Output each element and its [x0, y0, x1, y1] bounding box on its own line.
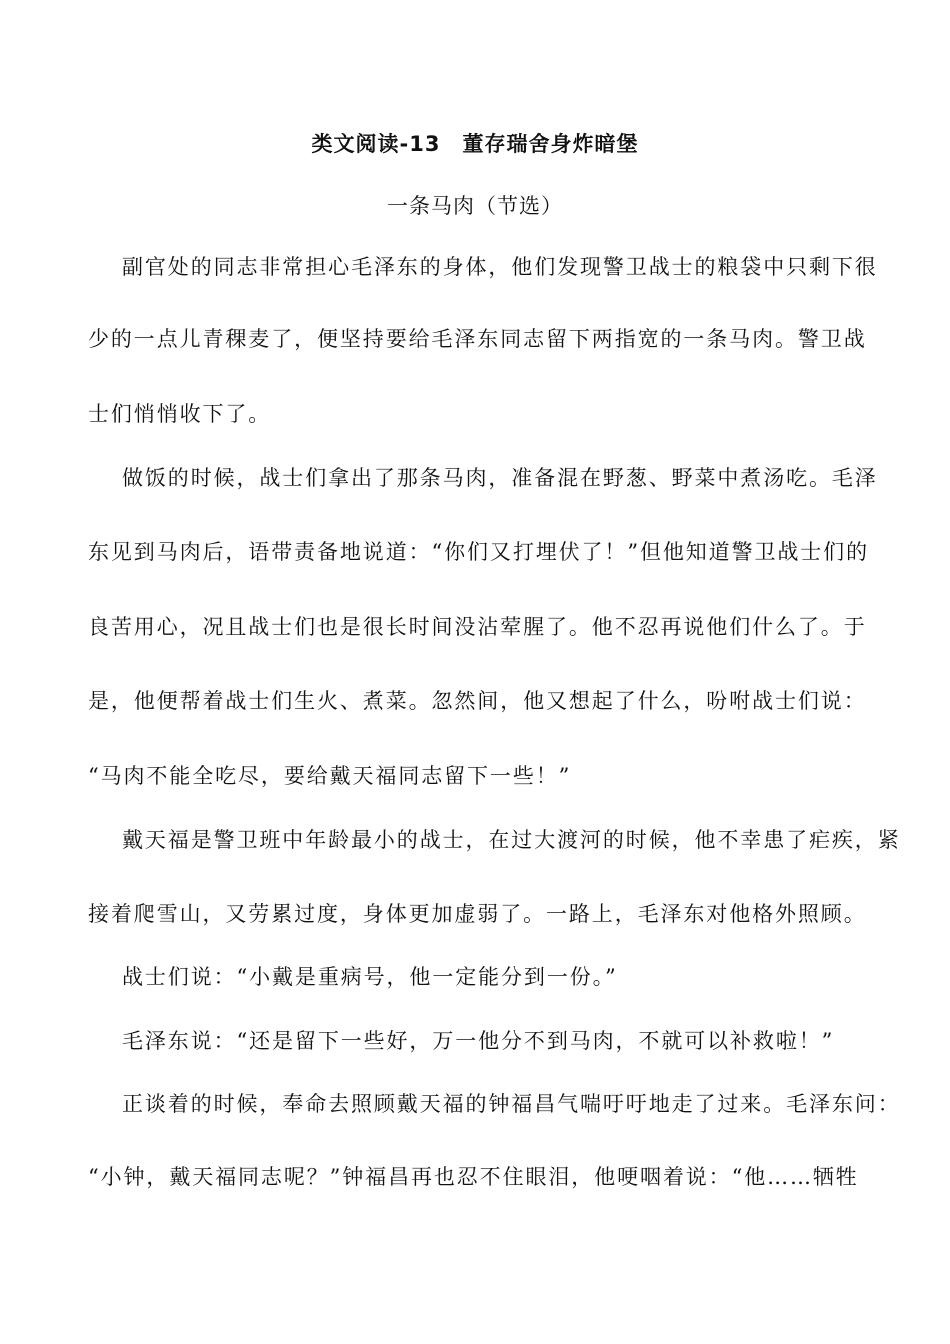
paragraph-3-line-2: 接着爬雪山，又劳累过度，身体更加虚弱了。一路上，毛泽东对他格外照顾。	[88, 902, 867, 926]
paragraph-4-line-1: 战士们说：“小戴是重病号，他一定能分到一份。”	[122, 965, 618, 989]
paragraph-1-line-1: 副官处的同志非常担心毛泽东的身体，他们发现警卫战士的粮袋中只剩下很	[122, 255, 878, 279]
paragraph-1-line-3: 士们悄悄收下了。	[88, 402, 272, 426]
paragraph-6-line-2: “小钟，戴天福同志呢？”钟福昌再也忍不住眼泪，他哽咽着说：“他……牺牲	[88, 1165, 859, 1189]
paragraph-2-line-3: 良苦用心，况且战士们也是很长时间没沾荤腥了。他不忍再说他们什么了。于	[88, 615, 867, 639]
paragraph-3-line-1: 戴天福是警卫班中年龄最小的战士，在过大渡河的时候，他不幸患了疟疾，紧	[122, 828, 901, 852]
paragraph-2-line-4: 是，他便帮着战士们生火、煮菜。忽然间，他又想起了什么，吩咐战士们说：	[88, 689, 867, 713]
paragraph-2-line-5: “马肉不能全吃尽，要给戴天福同志留下一些！”	[88, 764, 572, 788]
document-title: 类文阅读-13 董存瑞舍身炸暗堡	[311, 132, 639, 156]
paragraph-6-line-1: 正谈着的时候，奉命去照顾戴天福的钟福昌气喘吁吁地走了过来。毛泽东问：	[122, 1092, 901, 1116]
paragraph-5-line-1: 毛泽东说：“还是留下一些好，万一他分不到马肉，不就可以补救啦！”	[122, 1029, 835, 1053]
document-subtitle: 一条马肉（节选）	[387, 194, 563, 218]
paragraph-2-line-2: 东见到马肉后，语带责备地说道：“你们又打埋伏了！”但他知道警卫战士们的	[88, 540, 869, 564]
paragraph-2-line-1: 做饭的时候，战士们拿出了那条马肉，准备混在野葱、野菜中煮汤吃。毛泽	[122, 466, 878, 490]
paragraph-1-line-2: 少的一点儿青稞麦了，便坚持要给毛泽东同志留下两指宽的一条马肉。警卫战	[88, 327, 867, 351]
